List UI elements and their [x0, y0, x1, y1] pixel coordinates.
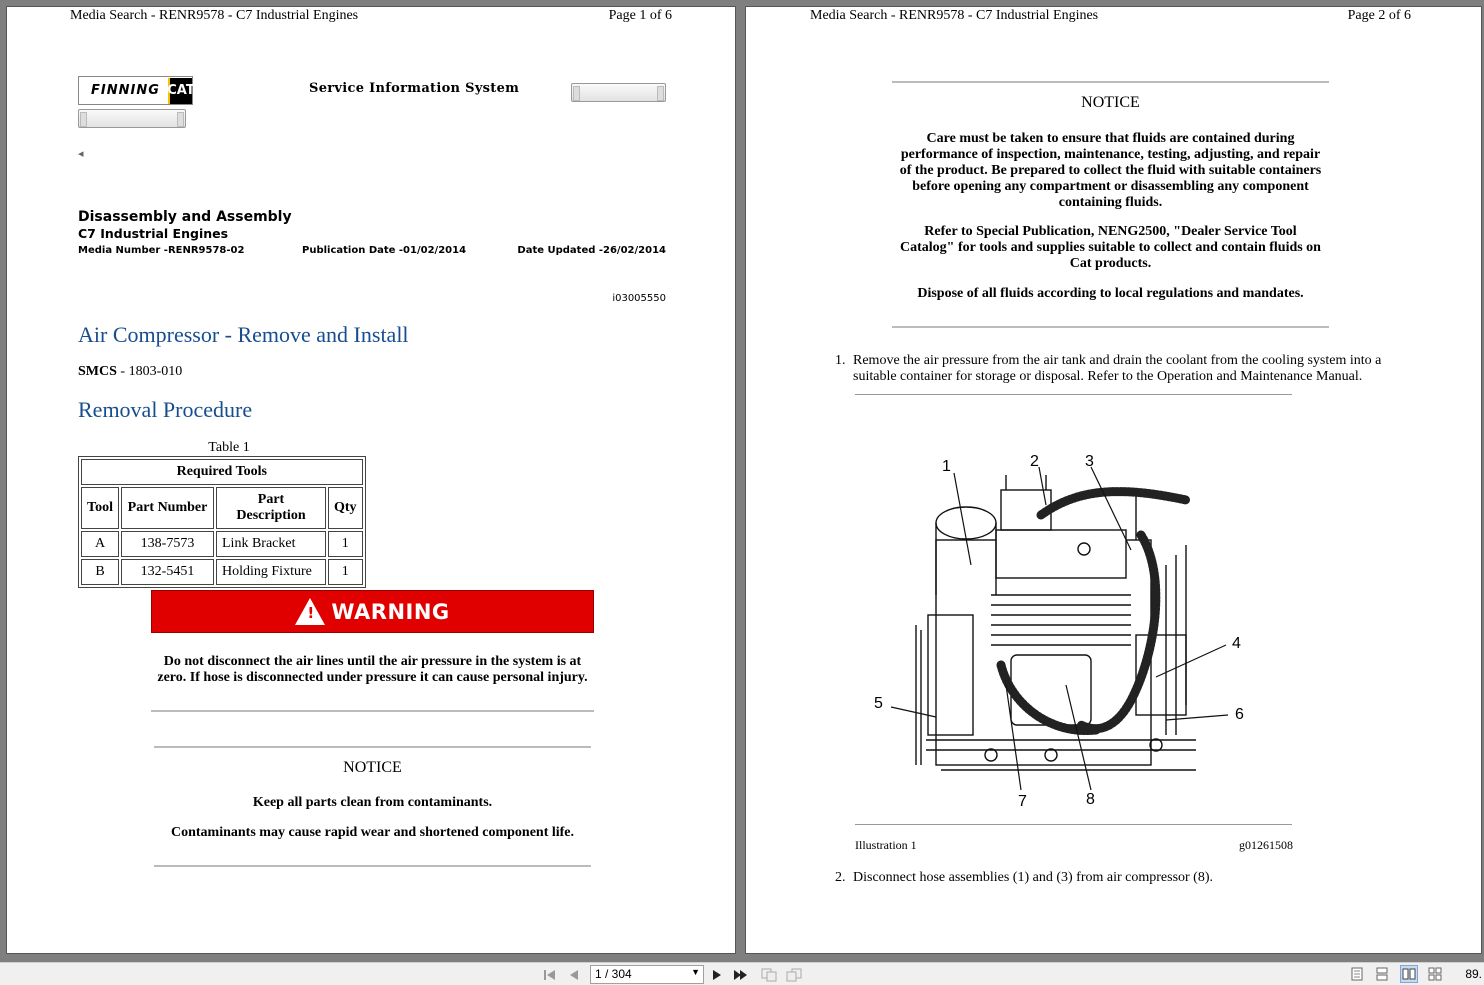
copy-page-icon[interactable] — [760, 966, 778, 983]
notice-line: Refer to Special Publication, NENG2500, "Dealer Service Tool — [924, 224, 1297, 239]
table-cell: B — [81, 559, 119, 585]
table-row — [81, 559, 363, 585]
notice-line: before opening any compartment or disassembling any component — [912, 179, 1309, 194]
step-1 — [835, 353, 1381, 385]
table-caption: Table 1 — [208, 440, 250, 455]
logo-sub-button[interactable] — [78, 109, 186, 128]
date-updated: Date Updated -26/02/2014 — [517, 245, 666, 256]
section-title: Removal Procedure — [78, 397, 253, 422]
page-header-left: Media Search - RENR9578 - C7 Industrial Engines — [70, 8, 359, 23]
warning-text-line: Do not disconnect the air lines until the air pressure in the system is at — [163, 654, 582, 669]
engine-illustration — [866, 445, 1246, 815]
doc-id: i03005550 — [612, 293, 666, 304]
next-page-icon[interactable] — [708, 966, 726, 983]
viewer-toolbar — [0, 962, 1484, 985]
smcs-label: SMCS — [78, 364, 117, 379]
notice-paragraph-1 — [892, 131, 1329, 211]
publication-date: Publication Date -01/02/2014 — [302, 245, 467, 256]
media-number: Media Number -RENR9578-02 — [78, 245, 245, 256]
callout-1: 1 — [942, 458, 951, 475]
notice-line: Cat products. — [1069, 256, 1152, 271]
first-page-icon[interactable] — [541, 966, 559, 983]
last-page-icon[interactable] — [731, 966, 751, 983]
back-arrow-icon[interactable]: ◂ — [78, 148, 84, 160]
warning-label: WARNING — [331, 599, 450, 624]
finning-cat-logo — [78, 76, 193, 105]
step-text-line: suitable container for storage or disposal. Refer to the Operation and Maintenance Manual. — [853, 369, 1363, 384]
table-cell: 138-7573 — [121, 531, 214, 557]
divider — [154, 746, 591, 748]
divider — [892, 326, 1329, 328]
notice-line: performance of inspection, maintenance, testing, adjusting, and repair — [900, 147, 1321, 162]
page-header-right: Page 2 of 6 — [1347, 8, 1411, 23]
notice-line: Contaminants may cause rapid wear and shortened component life. — [170, 825, 575, 840]
single-page-view-icon[interactable] — [1348, 965, 1366, 983]
smcs-value: - 1803-010 — [116, 364, 183, 379]
notice-line: Care must be taken to ensure that fluids are contained during — [926, 131, 1295, 146]
page-header-right: Page 1 of 6 — [608, 8, 672, 23]
notice-line: Keep all parts clean from contaminants. — [252, 795, 493, 810]
illustration-caption: Illustration 1 — [855, 838, 917, 852]
sis-title: Service Information System — [309, 81, 520, 96]
illustration-code: g01261508 — [1239, 838, 1293, 852]
table-cell: 1 — [328, 559, 363, 585]
smcs-line — [78, 364, 182, 380]
callout-8: 8 — [1086, 791, 1095, 808]
zoom-level[interactable]: 89. — [1465, 967, 1482, 981]
callout-7: 7 — [1018, 793, 1027, 810]
two-page-view-icon[interactable] — [1400, 965, 1418, 983]
step-number: 1. — [835, 353, 846, 368]
notice-line: Catalog" for tools and supplies suitable to collect and contain fluids on — [900, 240, 1321, 255]
table-cell: Holding Fixture — [216, 559, 326, 585]
divider — [855, 394, 1292, 395]
table-cell: Link Bracket — [216, 531, 326, 557]
notice-title: NOTICE — [343, 759, 402, 776]
step-2 — [835, 870, 1213, 886]
step-text-line: Remove the air pressure from the air tank and drain the coolant from the cooling system into a — [853, 353, 1382, 368]
table-header: Tool — [81, 487, 119, 529]
callout-4: 4 — [1232, 635, 1241, 652]
sis-header-button[interactable] — [571, 83, 666, 102]
warning-triangle-icon: ! — [295, 598, 325, 625]
pdf-page-2 — [745, 6, 1482, 954]
step-text — [853, 353, 1381, 385]
callout-6: 6 — [1235, 706, 1244, 723]
divider — [855, 824, 1292, 825]
required-tools-table — [78, 456, 366, 588]
step-number: 2. — [835, 870, 846, 885]
warning-text-line: zero. If hose is disconnected under pressure it can cause personal injury. — [157, 670, 588, 685]
warning-banner — [151, 590, 594, 633]
chevron-down-icon: ▼ — [691, 967, 700, 977]
divider — [892, 81, 1329, 83]
notice-paragraph-2 — [892, 224, 1329, 272]
page-header-left: Media Search - RENR9578 - C7 Industrial Engines — [810, 8, 1099, 23]
warning-text — [151, 654, 594, 686]
finning-logo-text: FINNING — [91, 83, 160, 98]
notice-paragraph-3: Dispose of all fluids according to local regulations and mandates. — [917, 286, 1304, 301]
table-header: Part Description — [216, 487, 326, 529]
table-cell: 132-5451 — [121, 559, 214, 585]
page-number-select[interactable] — [590, 965, 704, 984]
step-text: Disconnect hose assemblies (1) and (3) from air compressor (8). — [853, 870, 1214, 885]
notice-title: NOTICE — [1081, 94, 1140, 111]
previous-page-icon[interactable] — [565, 966, 583, 983]
notice-line: of the product. Be prepared to collect the fluid with suitable containers — [899, 163, 1322, 178]
divider — [151, 710, 594, 712]
table-header: Qty — [328, 487, 363, 529]
table-cell: 1 — [328, 531, 363, 557]
paste-page-icon[interactable] — [785, 966, 803, 983]
divider — [154, 865, 591, 867]
main-title: Air Compressor - Remove and Install — [78, 322, 409, 347]
callout-3: 3 — [1085, 453, 1094, 470]
doc-subtitle: C7 Industrial Engines — [78, 226, 229, 241]
notice-line: containing fluids. — [1058, 195, 1163, 210]
page-number-value: 1 / 304 — [595, 967, 632, 981]
doc-title: Disassembly and Assembly — [78, 209, 292, 225]
table-title: Required Tools — [81, 459, 363, 485]
table-header: Part Number — [121, 487, 214, 529]
two-page-continuous-view-icon[interactable] — [1426, 965, 1444, 983]
cat-logo-text: CAT — [168, 78, 192, 104]
table-row — [81, 531, 363, 557]
callout-5: 5 — [874, 695, 883, 712]
table-cell: A — [81, 531, 119, 557]
callout-2: 2 — [1030, 453, 1039, 470]
pdf-page-1 — [6, 6, 736, 954]
continuous-view-icon[interactable] — [1373, 965, 1391, 983]
